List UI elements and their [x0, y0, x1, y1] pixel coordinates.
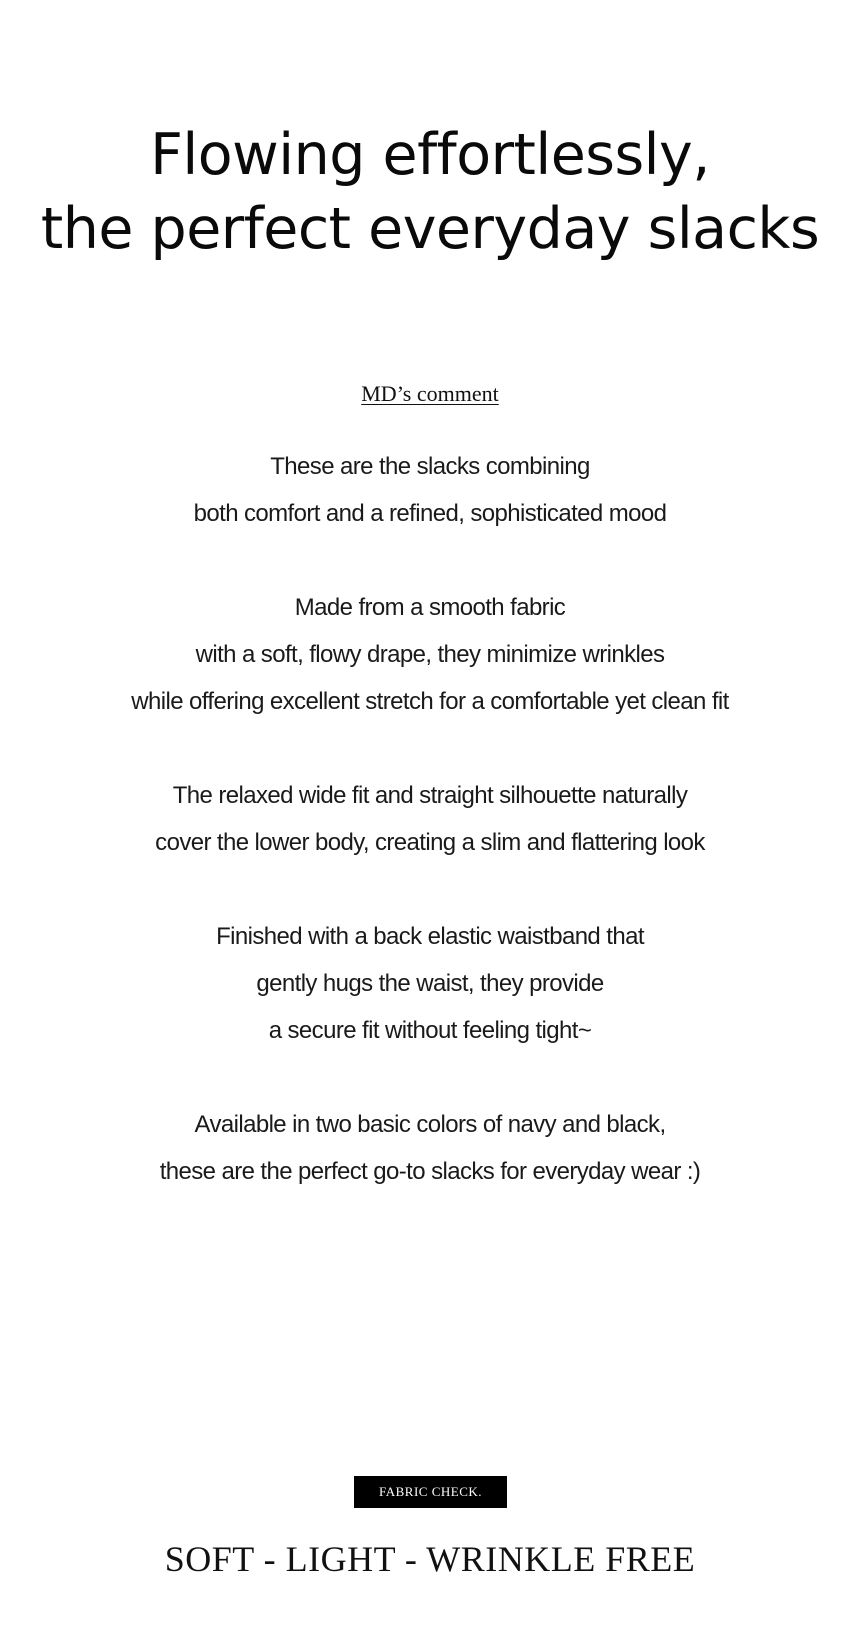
comment-line: Finished with a back elastic waistband that [216, 923, 644, 950]
page-headline [0, 118, 860, 266]
headline-line-1: Flowing effortlessly, [150, 122, 710, 188]
comment-paragraph [0, 913, 860, 1054]
comment-paragraph [0, 772, 860, 866]
comment-paragraph [0, 1101, 860, 1195]
comment-line: with a soft, flowy drape, they minimize wrinkles [195, 641, 665, 668]
fabric-tagline: SOFT - LIGHT - WRINKLE FREE [164, 1539, 696, 1579]
comment-line: while offering excellent stretch for a comfortable yet clean fit [131, 688, 729, 715]
comment-paragraph [0, 443, 860, 537]
md-comment-label [0, 380, 860, 408]
comment-line: These are the slacks combining [270, 453, 590, 480]
md-comment-body [0, 443, 860, 1242]
comment-line: Made from a smooth fabric [294, 594, 566, 621]
comment-line: Available in two basic colors of navy and black, [194, 1111, 666, 1138]
md-comment-label-text: MD’s comment [361, 381, 499, 406]
headline-line-2: the perfect everyday slacks [40, 196, 820, 262]
comment-line: gently hugs the waist, they provide [256, 970, 604, 997]
comment-line: these are the perfect go-to slacks for everyday wear :) [159, 1158, 701, 1185]
comment-line: both comfort and a refined, sophisticated mood [193, 500, 667, 527]
comment-line: a secure fit without feeling tight~ [268, 1017, 592, 1044]
comment-line: The relaxed wide fit and straight silhouette naturally [172, 782, 688, 809]
fabric-check-badge: FABRIC CHECK. [354, 1476, 507, 1508]
comment-line: cover the lower body, creating a slim and flattering look [155, 829, 705, 856]
comment-paragraph [0, 584, 860, 725]
